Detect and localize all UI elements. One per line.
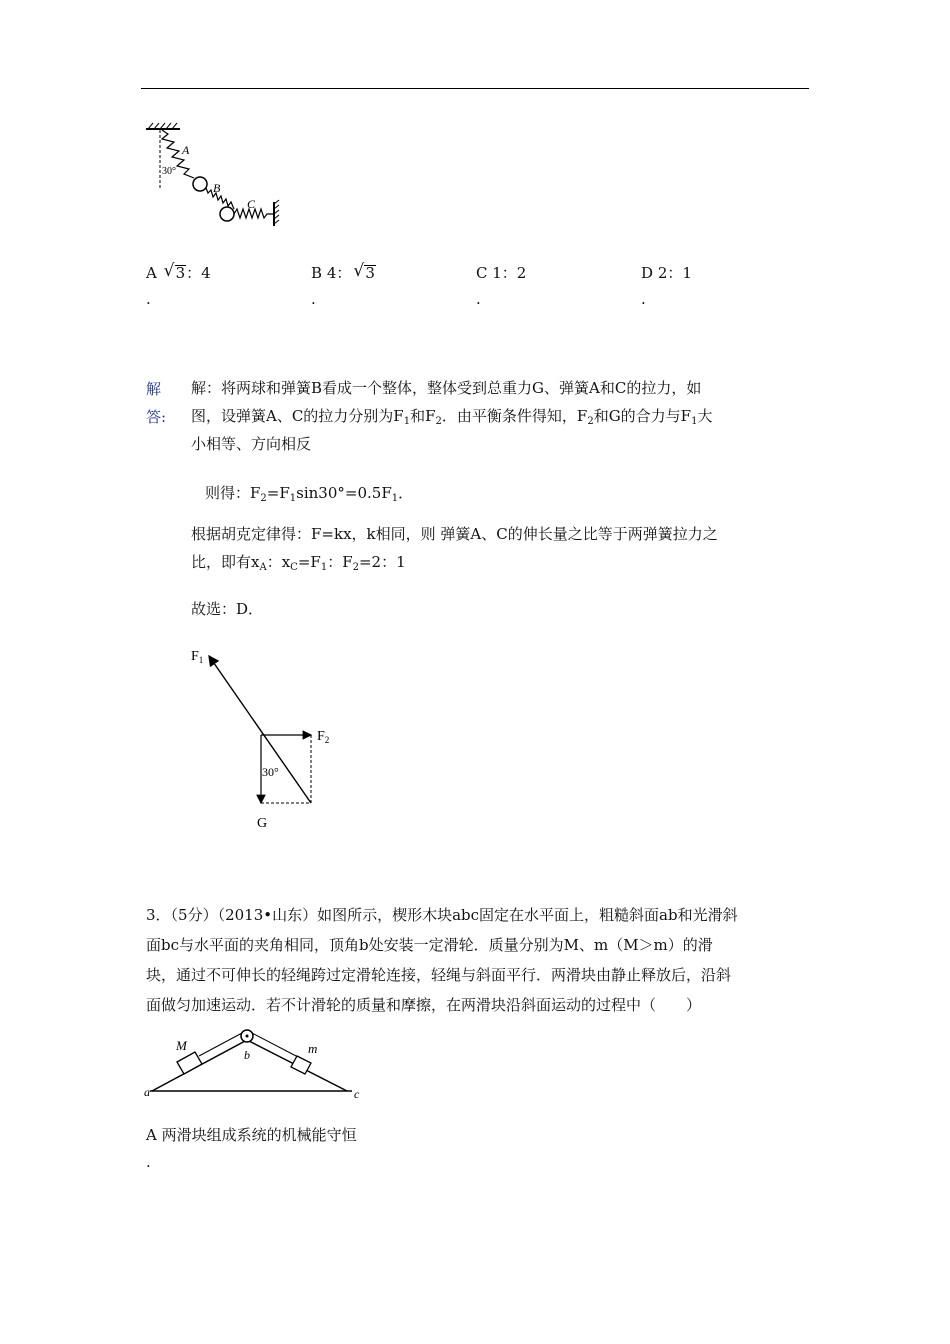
fig3-label-a: a bbox=[144, 1085, 150, 1099]
solution-answer: 故选：D． bbox=[191, 600, 264, 618]
hooke-line-2: 比，即有$x_A$：$x_C=F_1$：$F_2=2$：1 bbox=[191, 553, 406, 573]
q3-line-2: 面bc与水平面的夹角相同，顶角b处安装一定滑轮．质量分别为M、m（M＞m）的滑 bbox=[146, 936, 713, 954]
solution-line-2: 图，设弹簧A、C的拉力分别为$F_1$和$F_2$．由平衡条件得知，$F_2$和G的合力与$F_1$大 bbox=[191, 407, 713, 427]
q3-line-3: 块，通过不可伸长的轻绳跨过定滑轮连接，轻绳与斜面平行．两滑块由静止释放后，沿斜 bbox=[146, 966, 732, 984]
spring-balls-figure bbox=[140, 120, 285, 230]
wedge-pulley-figure bbox=[142, 1028, 367, 1103]
q3-option-a[interactable]: A 两滑块组成系统的机械能守恒 bbox=[146, 1126, 357, 1144]
fig3-label-m: m bbox=[308, 1041, 318, 1056]
fig2-angle: 30° bbox=[262, 765, 279, 779]
force-diagram bbox=[185, 640, 345, 835]
fig3-label-M: M bbox=[176, 1038, 187, 1053]
option-b[interactable]: B 4： √ 3 bbox=[311, 261, 375, 282]
fig3-label-b: b bbox=[244, 1048, 250, 1062]
option-d-dot: . bbox=[641, 290, 646, 308]
sqrt-symbol: √ 3 bbox=[353, 261, 375, 282]
option-d[interactable]: D 2：1 bbox=[641, 264, 692, 282]
solution-text bbox=[191, 374, 811, 458]
question-3 bbox=[146, 900, 812, 1020]
fig2-f1-label: $F_1$ bbox=[191, 649, 204, 665]
header-rule bbox=[141, 88, 809, 89]
fig2-f2-label: $F_2$ bbox=[317, 729, 330, 745]
sqrt-symbol: √ 3 bbox=[163, 261, 186, 282]
q3-option-a-dot: . bbox=[146, 1153, 151, 1171]
option-b-dot: . bbox=[311, 290, 316, 308]
option-a[interactable]: A √ 3：4 bbox=[146, 261, 211, 282]
fig1-label-c: C bbox=[247, 197, 256, 211]
q3-line-1: 3．（5分）（2013•山东）如图所示，楔形木块abc固定在水平面上，粗糙斜面ab和光滑斜 bbox=[146, 906, 738, 924]
q3-line-4: 面做匀加速运动．若不计滑轮的质量和摩擦，在两滑块沿斜面运动的过程中（ ） bbox=[146, 996, 702, 1014]
solution-label-top: 解 bbox=[146, 380, 162, 398]
fig1-label-b: B bbox=[213, 181, 221, 195]
hooke-line-1: 根据胡克定律得：F=kx，k相同，则 弹簧A、C的伸长量之比等于两弹簧拉力之 bbox=[191, 525, 718, 543]
fig1-label-a: A bbox=[182, 143, 190, 157]
solution-line-1: 解：将两球和弹簧B看成一个整体，整体受到总重力G、弹簧A和C的拉力，如 bbox=[191, 379, 702, 397]
fig3-label-c: c bbox=[354, 1087, 360, 1101]
solution-hooke bbox=[191, 520, 811, 576]
fig1-angle: 30° bbox=[162, 166, 176, 177]
option-c[interactable]: C 1：2 bbox=[476, 264, 527, 282]
solution-label-bottom: 答: bbox=[146, 408, 167, 426]
option-a-dot: . bbox=[146, 290, 151, 308]
fig2-g-label: G bbox=[257, 816, 268, 831]
option-c-dot: . bbox=[476, 290, 481, 308]
solution-line-3: 小相等、方向相反 bbox=[191, 435, 312, 453]
solution-equation: 则得：$F_2=F_1\sin 30^\circ=0.5F_1$． bbox=[205, 484, 414, 504]
